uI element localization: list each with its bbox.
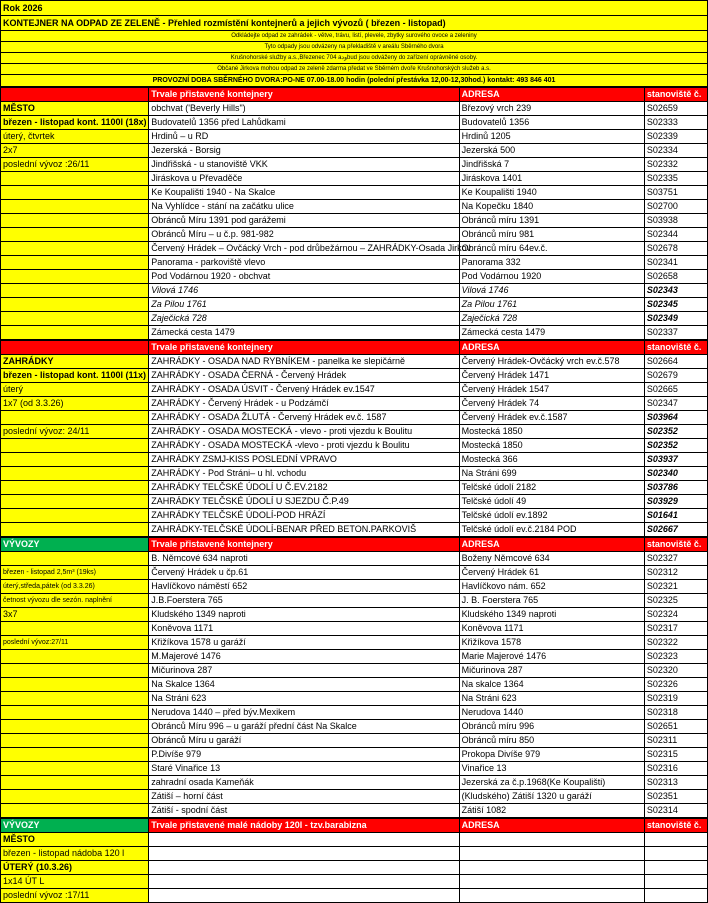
row-address: Zaječická 728	[459, 312, 644, 326]
row-name: Kludského 1349 naproti	[149, 608, 459, 622]
row-code: S02651	[644, 720, 707, 734]
section3-label-line3: četnost vývozu dle sezón. naplnění	[1, 594, 149, 608]
section3-label-line4: 3x7	[1, 608, 149, 622]
section1-label-pad11	[1, 312, 149, 326]
row-address: Zátiší 1082	[459, 804, 644, 818]
row-code: S02323	[644, 650, 707, 664]
row-address	[459, 847, 644, 861]
row-code: S02333	[644, 116, 707, 130]
row-address: Ke Koupališti 1940	[459, 186, 644, 200]
row-name: ZAHRÁDKY-TELČSKÉ ÚDOLÍ-BENAR PŘED BETON.PARKOVIŠ	[149, 523, 459, 537]
section4-header-left: Trvale přistavené malé nádoby 120l - tzv.barabizna	[149, 819, 459, 833]
section-gardens-containers	[0, 340, 708, 537]
section1-header-mid: ADRESA	[459, 88, 644, 102]
note-2: Tyto odpady jsou odvázeny na překladiště v areálu Sběrného dvora	[1, 42, 708, 53]
row-code: S02320	[644, 664, 707, 678]
section-city-containers	[0, 87, 708, 340]
row-code: S03964	[644, 411, 707, 425]
section3-header-left: Trvale přistavené kontejnery	[149, 538, 459, 552]
section2-label-line1: březen - listopad kont. 1100l (11x)	[1, 369, 149, 383]
row-code: S02335	[644, 172, 707, 186]
row-code: S02332	[644, 158, 707, 172]
row-code: S02314	[644, 804, 707, 818]
section3-label-pad6	[1, 720, 149, 734]
row-address: Telčské údolí ev.č.2184 POD	[459, 523, 644, 537]
row-address: Mostecká 1850	[459, 425, 644, 439]
row-address	[459, 875, 644, 889]
year-label: Rok 2026	[1, 1, 708, 16]
row-name: J.B.Foerstera 765	[149, 594, 459, 608]
row-address: Vilová 1746	[459, 284, 644, 298]
row-code	[644, 889, 707, 903]
row-address: Obránců míru 64ev.č.	[459, 242, 644, 256]
section4-label-line3: 1x14 ÚT L	[1, 875, 149, 889]
section4-group-label: VÝVOZY	[1, 819, 149, 833]
row-name	[149, 861, 459, 875]
row-address: Na Stráni 699	[459, 467, 644, 481]
row-name: P.Divíše 979	[149, 748, 459, 762]
note-4: Občané Jirkova mohou odpad ze zeleně zdarma předat ve Sběrném dvoře Krušnohorských služeb a.s.	[1, 64, 708, 75]
section1-label-pad1	[1, 172, 149, 186]
row-name: Jindřišská - u stanoviště VKK	[149, 158, 459, 172]
row-code: S02659	[644, 102, 707, 116]
section2-label-line3: 1x7 (od 3.3.26)	[1, 397, 149, 411]
section2-label-pad4	[1, 481, 149, 495]
section2-label-pad6	[1, 509, 149, 523]
row-address: Pod Vodárnou 1920	[459, 270, 644, 284]
section1-label-pad10	[1, 298, 149, 312]
section1-label-line2: úterý, čtvrtek	[1, 130, 149, 144]
section2-label-line5: poslední vývoz: 24/11	[1, 425, 149, 439]
row-code: S02665	[644, 383, 707, 397]
section-small-bins	[0, 818, 708, 903]
row-code: S02667	[644, 523, 707, 537]
row-name: Obránců Míru 1391 pod garážemi	[149, 214, 459, 228]
row-name: ZAHRÁDKY - OSADA NAD RYBNÍKEM - panelka ke slepičárně	[149, 355, 459, 369]
section4-label-line4: poslední vývoz :17/11	[1, 889, 149, 903]
row-code: S02347	[644, 397, 707, 411]
row-address: Jezerská za č.p.1968(Ke Koupališti)	[459, 776, 644, 790]
section4-label-line2: ÚTERÝ (10.3.26)	[1, 861, 149, 875]
row-address: Červený Hrádek 74	[459, 397, 644, 411]
row-code: S02664	[644, 355, 707, 369]
row-name: Na Vyhlídce - stání na začátku ulice	[149, 200, 459, 214]
row-address: Mostecká 1850	[459, 439, 644, 453]
section4-label-title: MĚSTO	[1, 833, 149, 847]
row-address: Na Kopečku 1840	[459, 200, 644, 214]
section3-label-pad9	[1, 762, 149, 776]
row-address: Červený Hrádek ev.č.1587	[459, 411, 644, 425]
row-name: ZAHRÁDKY - OSADA MOSTECKÁ - vlevo - proti vjezdu k Boulitu	[149, 425, 459, 439]
section3-label-title: VÝVOZY	[1, 538, 149, 552]
row-name: Havlíčkovo náměstí 652	[149, 580, 459, 594]
row-name	[149, 847, 459, 861]
row-address: Červený Hrádek 1471	[459, 369, 644, 383]
row-address: Březový vrch 239	[459, 102, 644, 116]
section2-label-pad3	[1, 467, 149, 481]
section3-label-line5	[1, 622, 149, 636]
section3-label-pad10	[1, 776, 149, 790]
row-name: Zátiší - spodní část	[149, 804, 459, 818]
row-name: Obránců Míru u garáží	[149, 734, 459, 748]
row-name: Červený Hrádek – Ovčácký Vrch - pod drůbežárnou – ZAHRÁDKY-Osada Jirkov	[149, 242, 459, 256]
row-name: M.Majerové 1476	[149, 650, 459, 664]
row-code	[644, 833, 707, 847]
row-name	[149, 833, 459, 847]
row-code: S02345	[644, 298, 707, 312]
row-code: S02334	[644, 144, 707, 158]
section3-label-pad8	[1, 748, 149, 762]
row-code: S02321	[644, 580, 707, 594]
section3-header-right: stanoviště č.	[644, 538, 707, 552]
section3-label-pad3	[1, 678, 149, 692]
row-code	[644, 875, 707, 889]
row-code: S03751	[644, 186, 707, 200]
section3-label-line6: poslední vývoz:27/11	[1, 636, 149, 650]
row-code: S02325	[644, 594, 707, 608]
row-code: S02658	[644, 270, 707, 284]
row-address: Obránců míru 981	[459, 228, 644, 242]
row-name: ZAHRÁDKY - Červený Hrádek - u Podzámčí	[149, 397, 459, 411]
main-title: KONTEJNER NA ODPAD ZE ZELENĚ - Přehled rozmístění kontejnerů a jejich vývozů ( březen - listopad)	[1, 16, 708, 31]
row-code: S02318	[644, 706, 707, 720]
section1-header-blank	[1, 88, 149, 102]
row-name: ZAHRÁDKY TELČSKÉ ÚDOLÍ U SJEZDU Č.P.49	[149, 495, 459, 509]
row-address: Telčské údolí 49	[459, 495, 644, 509]
row-code	[644, 861, 707, 875]
section1-label-line3: 2x7	[1, 144, 149, 158]
section1-label-pad12	[1, 326, 149, 340]
row-address: Křižíkova 1578	[459, 636, 644, 650]
row-name: ZAHRÁDKY TELČSKÉ ÚDOLÍ U Č.EV.2182	[149, 481, 459, 495]
row-address: Hrdinů 1205	[459, 130, 644, 144]
row-code: S02326	[644, 678, 707, 692]
row-address: Jindřišská 7	[459, 158, 644, 172]
row-name: Obránců Míru – u č.p. 981-982	[149, 228, 459, 242]
row-name: Zámecká cesta 1479	[149, 326, 459, 340]
row-address: Obránců míru 1391	[459, 214, 644, 228]
section3-label-pad0	[1, 552, 149, 566]
row-code: S02313	[644, 776, 707, 790]
row-address: Obránců míru 850	[459, 734, 644, 748]
row-code: S02324	[644, 608, 707, 622]
row-code: S02312	[644, 566, 707, 580]
section1-label-pad5	[1, 228, 149, 242]
row-name: Křižíkova 1578 u garáží	[149, 636, 459, 650]
row-address	[459, 889, 644, 903]
row-name: obchvat ('Beverly Hills")	[149, 102, 459, 116]
row-address: Na Stráni 623	[459, 692, 644, 706]
row-name: Za Pilou 1761	[149, 298, 459, 312]
row-address: Koněvova 1171	[459, 622, 644, 636]
section3-label-pad5	[1, 706, 149, 720]
section1-label-pad3	[1, 200, 149, 214]
section3-label-pad4	[1, 692, 149, 706]
row-code: S02337	[644, 326, 707, 340]
section3-label-line1: březen - listopad 2,5m³ (19ks)	[1, 566, 149, 580]
row-code: S03937	[644, 453, 707, 467]
row-address: (Kludského) Zátiší 1320 u garáží	[459, 790, 644, 804]
row-address: Prokopa Divíše 979	[459, 748, 644, 762]
row-name: Zátiší – horní část	[149, 790, 459, 804]
row-address: Červený Hrádek 61	[459, 566, 644, 580]
header-block	[0, 0, 708, 87]
row-code: S02351	[644, 790, 707, 804]
row-address: Mostecká 366	[459, 453, 644, 467]
operating-hours-note: PROVOZNÍ DOBA SBĚRNÉHO DVORA:PO-NE 07.00-18.00 hodin (polední přestávka 12,00-12,30hod.) kontakt: 493 846 401	[1, 75, 708, 87]
row-address: Zámecká cesta 1479	[459, 326, 644, 340]
row-code: S02341	[644, 256, 707, 270]
section1-label-pad6	[1, 242, 149, 256]
section2-label-line4	[1, 411, 149, 425]
row-code: S02344	[644, 228, 707, 242]
row-code: S02316	[644, 762, 707, 776]
row-address: Panorama 332	[459, 256, 644, 270]
section2-header-right: stanoviště č.	[644, 341, 707, 355]
row-name: Jezerská - Borsig	[149, 144, 459, 158]
row-code: S03929	[644, 495, 707, 509]
row-code: S02349	[644, 312, 707, 326]
row-name: Pod Vodárnou 1920 - obchvat	[149, 270, 459, 284]
row-name: Hrdinů – u RD	[149, 130, 459, 144]
section3-label-pad2	[1, 664, 149, 678]
section2-header-left: Trvale přistavené kontejnery	[149, 341, 459, 355]
note-1: Odkládejte odpad ze zahrádek - větve, trávu, listí, plevele, zbytky surového ovoce a zeleniny	[1, 31, 708, 42]
row-name: Koněvova 1171	[149, 622, 459, 636]
row-name: ZAHRÁDKY ZSMJ-KISS POSLEDNÍ VPRAVO	[149, 453, 459, 467]
row-address: Telčské údolí 2182	[459, 481, 644, 495]
section3-label-pad1	[1, 650, 149, 664]
row-address: Červený Hrádek 1547	[459, 383, 644, 397]
row-address: Jezerská 500	[459, 144, 644, 158]
row-name: Mičurinova 287	[149, 664, 459, 678]
row-name: ZAHRÁDKY - OSADA ŽLUTÁ - Červený Hrádek ev.č. 1587	[149, 411, 459, 425]
row-name: Nerudova 1440 – před býv.Mexikem	[149, 706, 459, 720]
section1-header-left: Trvale přistavené kontejnery	[149, 88, 459, 102]
row-address: Za Pilou 1761	[459, 298, 644, 312]
row-name: ZAHRÁDKY TELČSKÉ ÚDOLÍ-POD HRÁZÍ	[149, 509, 459, 523]
section-vyvozy-containers	[0, 537, 708, 818]
row-address: Marie Majerové 1476	[459, 650, 644, 664]
row-name: ZAHRÁDKY - OSADA ÚSVIT - Červený Hrádek ev.1547	[149, 383, 459, 397]
row-name: Vilová 1746	[149, 284, 459, 298]
section2-label-line2: úterý	[1, 383, 149, 397]
row-address: Nerudova 1440	[459, 706, 644, 720]
row-name: B. Němcové 634 naproti	[149, 552, 459, 566]
section2-header-mid: ADRESA	[459, 341, 644, 355]
row-address: Kludského 1349 naproti	[459, 608, 644, 622]
row-name: ZAHRÁDKY - Pod Stráni– u hl. vchodu	[149, 467, 459, 481]
section1-header-right: stanoviště č.	[644, 88, 707, 102]
row-address: Vinařice 13	[459, 762, 644, 776]
section3-label-pad12	[1, 804, 149, 818]
section1-label-pad9	[1, 284, 149, 298]
row-name: Jiráskova u Převaděče	[149, 172, 459, 186]
section2-header-blank	[1, 341, 149, 355]
section2-label-pad5	[1, 495, 149, 509]
row-code: S02340	[644, 467, 707, 481]
note-3: Krušnohorské služby a.s.,Březenec 704 aودbud jsou odváženy do zařízení oprávněné osoby.	[1, 53, 708, 64]
section4-label-line1: březen - listopad nádoba 120 l	[1, 847, 149, 861]
section4-header-right: stanoviště č.	[644, 819, 707, 833]
row-code: S02315	[644, 748, 707, 762]
section2-label-pad7	[1, 523, 149, 537]
row-code: S02322	[644, 636, 707, 650]
row-name	[149, 875, 459, 889]
row-address: J. B. Foerstera 765	[459, 594, 644, 608]
row-name: Zaječická 728	[149, 312, 459, 326]
row-name: Červený Hrádek u čp.61	[149, 566, 459, 580]
row-code: S02319	[644, 692, 707, 706]
row-code: S02339	[644, 130, 707, 144]
section1-label-pad2	[1, 186, 149, 200]
row-name: zahradní osada Kameňák	[149, 776, 459, 790]
row-name: Obránců Míru 996 – u garáží přední část Na Skalce	[149, 720, 459, 734]
section1-label-line4: poslední vývoz :26/11	[1, 158, 149, 172]
row-code: S03786	[644, 481, 707, 495]
row-address	[459, 833, 644, 847]
row-address: Telčské údolí ev.1892	[459, 509, 644, 523]
section3-label-pad11	[1, 790, 149, 804]
section1-label-pad8	[1, 270, 149, 284]
row-code: S03938	[644, 214, 707, 228]
row-name: Staré Vinařice 13	[149, 762, 459, 776]
row-code: S02311	[644, 734, 707, 748]
row-address: Boženy Němcové 634	[459, 552, 644, 566]
row-code: S02700	[644, 200, 707, 214]
row-name: Panorama - parkoviště vlevo	[149, 256, 459, 270]
section1-label-title: MĚSTO	[1, 102, 149, 116]
row-name: Na Skalce 1364	[149, 678, 459, 692]
section2-label-title: ZAHRÁDKY	[1, 355, 149, 369]
row-name	[149, 889, 459, 903]
row-code: S02352	[644, 439, 707, 453]
row-code: S02678	[644, 242, 707, 256]
row-address: Jiráskova 1401	[459, 172, 644, 186]
row-code: S01641	[644, 509, 707, 523]
section2-label-pad2	[1, 453, 149, 467]
row-code: S02317	[644, 622, 707, 636]
row-code: S02352	[644, 425, 707, 439]
row-name: Budovatelů 1356 před Lahůdkami	[149, 116, 459, 130]
row-address: Havlíčkovo nám. 652	[459, 580, 644, 594]
section1-label-pad4	[1, 214, 149, 228]
section2-label-pad1	[1, 439, 149, 453]
row-name: Na Stráni 623	[149, 692, 459, 706]
section3-label-line2: úterý,středa,pátek (od 3.3.26)	[1, 580, 149, 594]
row-name: Ke Koupališti 1940 - Na Skalce	[149, 186, 459, 200]
section3-label-pad7	[1, 734, 149, 748]
row-code: S02343	[644, 284, 707, 298]
row-address: Mičurinova 287	[459, 664, 644, 678]
row-code: S02679	[644, 369, 707, 383]
section1-label-line1: březen - listopad kont. 1100l (18x)	[1, 116, 149, 130]
row-code: S02327	[644, 552, 707, 566]
row-name: ZAHRÁDKY - OSADA ČERNÁ - Červený Hrádek	[149, 369, 459, 383]
section3-header-mid: ADRESA	[459, 538, 644, 552]
section4-header-mid: ADRESA	[459, 819, 644, 833]
row-address: Červený Hrádek-Ovčácký vrch ev.č.578	[459, 355, 644, 369]
section1-label-pad7	[1, 256, 149, 270]
row-address: Na skalce 1364	[459, 678, 644, 692]
row-address: Budovatelů 1356	[459, 116, 644, 130]
row-name: ZAHRÁDKY - OSADA MOSTECKÁ -vlevo - proti vjezdu k Boulitu	[149, 439, 459, 453]
row-address: Obránců míru 996	[459, 720, 644, 734]
row-code	[644, 847, 707, 861]
row-address	[459, 861, 644, 875]
